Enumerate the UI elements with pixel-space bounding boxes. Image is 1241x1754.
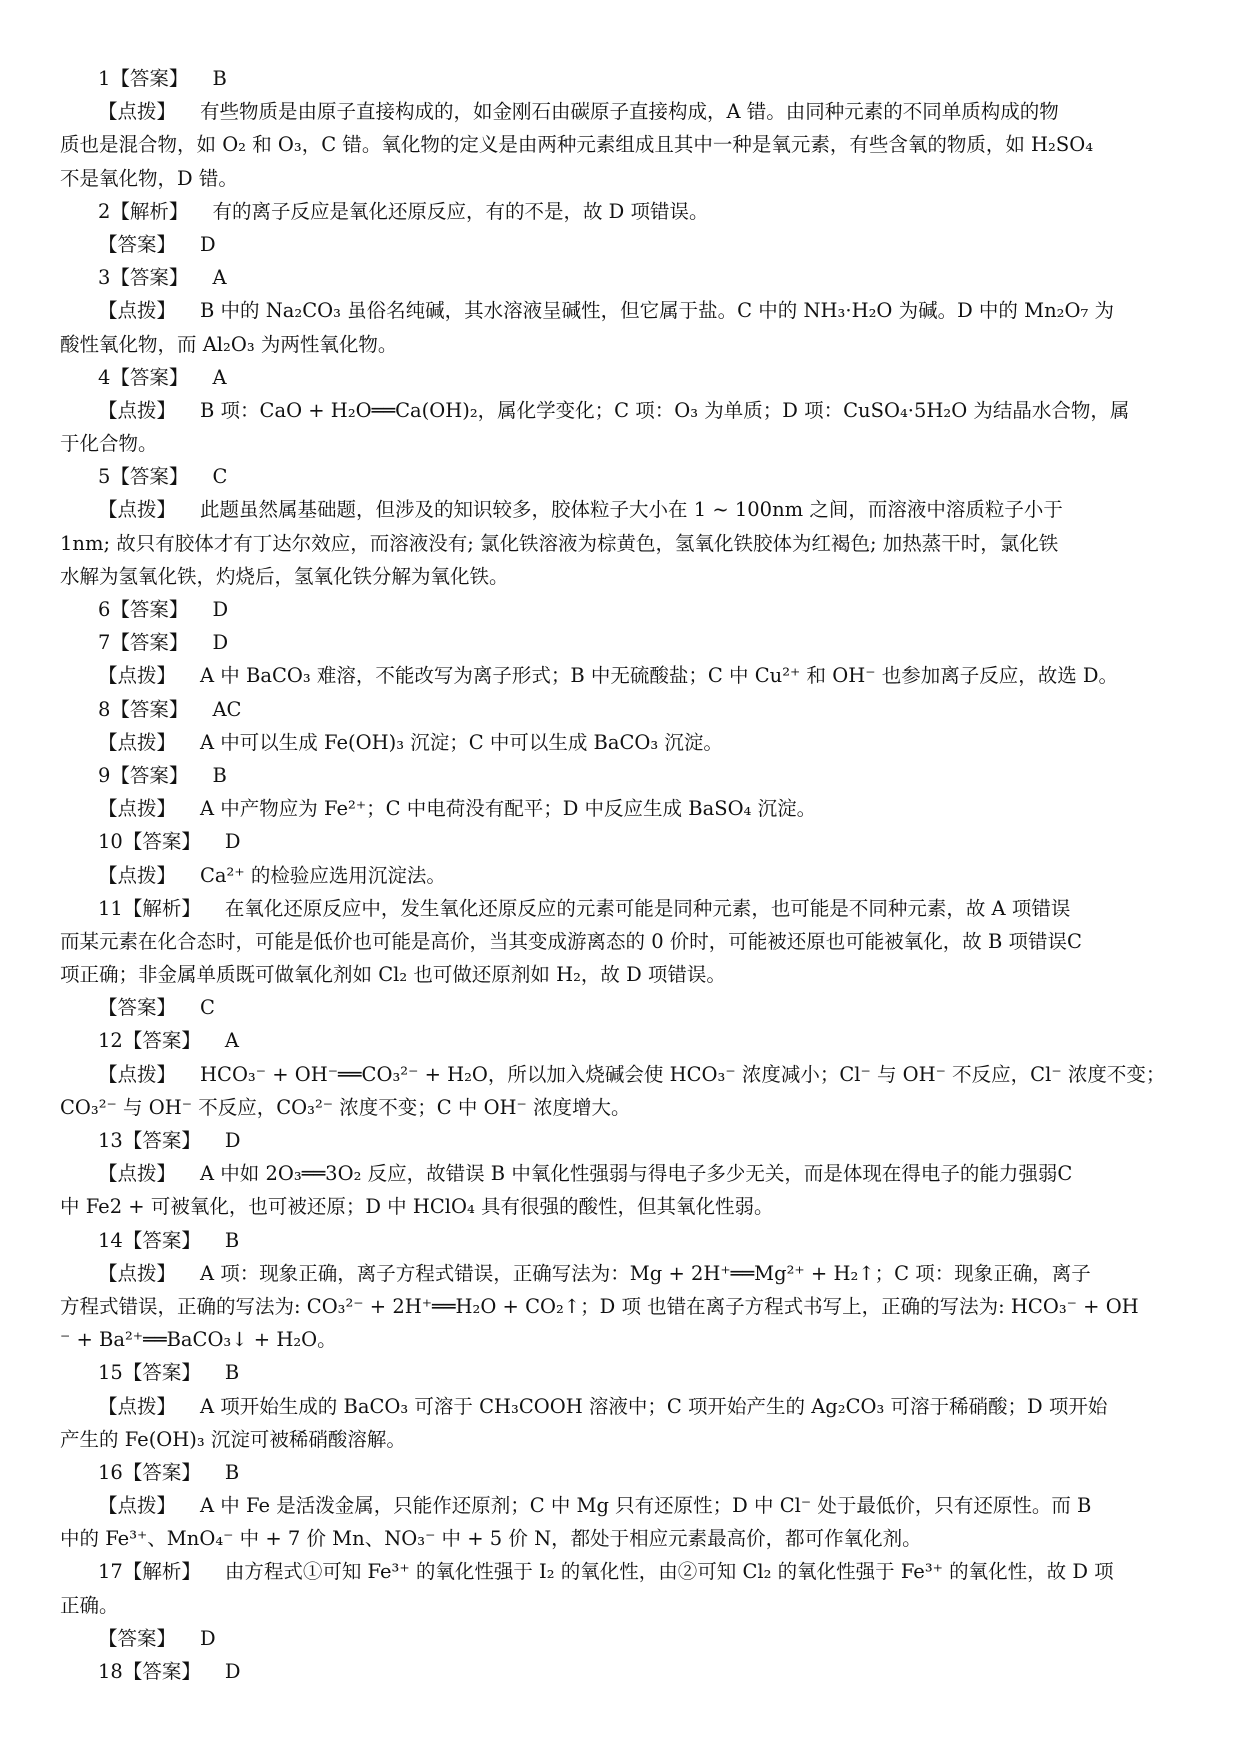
line-text: 此题虽然属基础题，但涉及的知识较多，胶体粒子大小在 1 ~ 100nm 之间，而溶液中溶质粒子小于 <box>200 498 1063 522</box>
text-line <box>60 1489 1186 1522</box>
line-text: ⁻ + Ba²⁺══BaCO₃↓ + H₂O。 <box>60 1328 337 1352</box>
line-text: D <box>224 1129 241 1152</box>
text-line <box>60 1058 1186 1091</box>
section-tag: 【解析】 <box>110 199 189 223</box>
line-text: D <box>200 232 216 256</box>
section-tag: 【点拨】 <box>98 797 177 821</box>
text-line <box>60 1157 1186 1190</box>
line-text: 中 Fe2 + 可被氧化，也可被还原；D 中 HClO₄ 具有很强的酸性，但其氧化性弱。 <box>60 1195 774 1219</box>
text-line <box>60 427 1186 460</box>
text-line <box>60 1456 1186 1489</box>
text-line <box>60 1622 1186 1655</box>
question-number: 12 <box>98 1029 123 1053</box>
text-line <box>60 560 1186 593</box>
line-text: 产生的 Fe(OH)₃ 沉淀可被稀硝酸溶解。 <box>60 1427 406 1451</box>
line-text: Ca²⁺ 的检验应选用沉淀法。 <box>200 863 446 887</box>
text-line <box>60 493 1186 526</box>
line-text: C <box>212 465 228 489</box>
text-line <box>60 991 1186 1024</box>
question-number: 16 <box>98 1460 123 1484</box>
text-line <box>60 1024 1186 1057</box>
line-text: D <box>212 598 229 621</box>
line-text: 方程式错误，正确的写法为: CO₃²⁻ + 2H⁺══H₂O + CO₂↑；D 项 也错在离子方程式书写上，正确的写法为: HCO₃⁻ + OH <box>60 1294 1139 1318</box>
line-text: B 项：CaO + H₂O══Ca(OH)₂，属化学变化；C 项：O₃ 为单质；D 项：CuSO₄·5H₂O 为结晶水合物，属 <box>200 398 1130 422</box>
line-text: A <box>224 1029 239 1053</box>
section-tag: 【答案】 <box>110 697 189 721</box>
line-text: A 项：现象正确，离子方程式错误，正确写法为：Mg + 2H⁺══Mg²⁺ + H₂↑；C 项：现象正确，离子 <box>200 1261 1091 1285</box>
text-line <box>60 195 1186 228</box>
line-text: D <box>212 631 229 655</box>
line-text: 水解为氢氧化铁，灼烧后，氢氧化铁分解为氧化铁。 <box>60 564 509 588</box>
question-number: 7 <box>98 631 111 655</box>
text-line <box>60 1190 1186 1223</box>
text-line <box>60 626 1186 659</box>
question-number: 6 <box>98 598 111 621</box>
section-tag: 【答案】 <box>122 1029 201 1053</box>
text-line <box>60 1356 1186 1389</box>
text-line <box>60 1091 1186 1124</box>
section-tag: 【点拨】 <box>98 730 177 754</box>
text-line <box>60 1390 1186 1423</box>
section-tag: 【点拨】 <box>98 498 177 522</box>
line-text: D <box>200 1626 216 1650</box>
section-tag: 【解析】 <box>122 896 201 920</box>
line-text: 酸性氧化物，而 Al₂O₃ 为两性氧化物。 <box>60 332 398 356</box>
text-line <box>60 759 1186 792</box>
text-line <box>60 693 1186 726</box>
line-text: 1nm; 故只有胶体才有丁达尔效应，而溶液没有; 氯化铁溶液为棕黄色，氢氧化铁胶体为红褐色; 加热蒸干时，氯化铁 <box>60 531 1059 555</box>
section-tag: 【点拨】 <box>98 1494 177 1518</box>
text-line <box>60 659 1186 692</box>
line-text: 质也是混合物，如 O₂ 和 O₃，C 错。氧化物的定义是由两种元素组成且其中一种是氧元素，有些含氧的物质，如 H₂SO₄ <box>60 133 1094 157</box>
line-text: D <box>224 830 241 854</box>
section-tag: 【答案】 <box>122 1460 201 1484</box>
line-text: B 中的 Na₂CO₃ 虽俗名纯碱，其水溶液呈碱性，但它属于盐。C 中的 NH₃·H₂O 为碱。D 中的 Mn₂O₇ 为 <box>200 299 1114 323</box>
text-line <box>60 1124 1186 1157</box>
section-tag: 【点拨】 <box>98 100 177 124</box>
text-line <box>60 1290 1186 1323</box>
question-number: 15 <box>98 1361 123 1385</box>
text-line <box>60 294 1186 327</box>
text-line <box>60 361 1186 394</box>
question-number: 17 <box>98 1560 123 1584</box>
text-line <box>60 527 1186 560</box>
question-number: 2 <box>98 199 111 223</box>
line-text: A 中如 2O₃══3O₂ 反应，故错误 B 中氧化性强弱与得电子多少无关，而是体现在得电子的能力强弱C <box>200 1162 1073 1186</box>
section-tag: 【点拨】 <box>98 664 177 688</box>
section-tag: 【答案】 <box>110 631 189 655</box>
text-line <box>60 95 1186 128</box>
line-text: B <box>224 1228 240 1252</box>
section-tag: 【答案】 <box>110 365 189 389</box>
line-text: A 中产物应为 Fe²⁺；C 中电荷没有配平；D 中反应生成 BaSO₄ 沉淀。 <box>200 797 817 821</box>
question-number: 8 <box>98 697 111 721</box>
line-text: HCO₃⁻ + OH⁻══CO₃²⁻ + H₂O，所以加入烧碱会使 HCO₃⁻ 浓度减小；Cl⁻ 与 OH⁻ 不反应，Cl⁻ 浓度不变； <box>200 1062 1166 1086</box>
text-line <box>60 162 1186 195</box>
question-number: 4 <box>98 365 111 389</box>
line-text: 正确。 <box>60 1593 119 1617</box>
question-number: 9 <box>98 763 111 787</box>
section-tag: 【点拨】 <box>98 1394 177 1418</box>
text-line <box>60 1555 1186 1588</box>
question-number: 5 <box>98 465 111 489</box>
question-number: 10 <box>98 830 123 854</box>
line-text: 于化合物。 <box>60 432 158 456</box>
section-tag: 【答案】 <box>98 996 177 1020</box>
line-text: A <box>212 365 227 389</box>
text-line <box>60 1522 1186 1555</box>
text-line <box>60 958 1186 991</box>
section-tag: 【答案】 <box>122 1361 201 1385</box>
line-text: A <box>212 266 227 290</box>
text-line <box>60 62 1186 95</box>
section-tag: 【答案】 <box>122 1660 201 1683</box>
section-tag: 【点拨】 <box>98 299 177 323</box>
line-text: 不是氧化物，D 错。 <box>60 166 238 190</box>
line-text: AC <box>212 697 242 721</box>
text-line <box>60 128 1186 161</box>
section-tag: 【答案】 <box>110 465 189 489</box>
question-number: 1 <box>98 67 111 90</box>
section-tag: 【解析】 <box>122 1560 201 1584</box>
text-line <box>60 825 1186 858</box>
question-number: 11 <box>98 896 123 920</box>
line-text: A 中 Fe 是活泼金属，只能作还原剂；C 中 Mg 只有还原性；D 中 Cl⁻ 处于最低价，只有还原性。而 B <box>200 1494 1092 1518</box>
section-tag: 【答案】 <box>98 1626 177 1650</box>
text-line <box>60 1257 1186 1290</box>
section-tag: 【答案】 <box>110 266 189 290</box>
line-text: B <box>224 1460 240 1484</box>
text-line <box>60 228 1186 261</box>
line-text: 由方程式①可知 Fe³⁺ 的氧化性强于 I₂ 的氧化性，由②可知 Cl₂ 的氧化性强于 Fe³⁺ 的氧化性，故 D 项 <box>224 1560 1114 1584</box>
line-text: D <box>224 1660 241 1683</box>
section-tag: 【点拨】 <box>98 398 177 422</box>
line-text: A 项开始生成的 BaCO₃ 可溶于 CH₃COOH 溶液中；C 项开始产生的 Ag₂CO₃ 可溶于稀硝酸；D 项开始 <box>200 1394 1108 1418</box>
section-tag: 【点拨】 <box>98 1162 177 1186</box>
line-text: A 中 BaCO₃ 难溶，不能改写为离子形式；B 中无硫酸盐；C 中 Cu²⁺ 和 OH⁻ 也参加离子反应，故选 D。 <box>200 664 1119 688</box>
line-text: 而某元素在化合态时，可能是低价也可能是高价，当其变成游离态的 0 价时，可能被还原也可能被氧化，故 B 项错误C <box>60 929 1082 953</box>
section-tag: 【答案】 <box>110 763 189 787</box>
section-tag: 【答案】 <box>122 830 201 854</box>
question-number: 14 <box>98 1228 123 1252</box>
line-text: C <box>200 996 215 1020</box>
section-tag: 【答案】 <box>122 1129 201 1152</box>
section-tag: 【答案】 <box>122 1228 201 1252</box>
line-text: 有的离子反应是氧化还原反应，有的不是，故 D 项错误。 <box>212 199 709 223</box>
text-line <box>60 1655 1186 1688</box>
text-line <box>60 925 1186 958</box>
text-line <box>60 261 1186 294</box>
line-text: 中的 Fe³⁺、MnO₄⁻ 中 + 7 价 Mn、NO₃⁻ 中 + 5 价 N，都处于相应元素最高价，都可作氧化剂。 <box>60 1527 922 1551</box>
section-tag: 【答案】 <box>110 67 189 90</box>
text-line <box>60 1224 1186 1257</box>
text-line <box>60 593 1186 626</box>
text-line <box>60 892 1186 925</box>
line-text: A 中可以生成 Fe(OH)₃ 沉淀；C 中可以生成 BaCO₃ 沉淀。 <box>200 730 723 754</box>
text-line <box>60 328 1186 361</box>
text-line <box>60 1589 1186 1622</box>
text-line <box>60 792 1186 825</box>
section-tag: 【点拨】 <box>98 1062 177 1086</box>
question-number: 18 <box>98 1660 123 1683</box>
line-text: B <box>212 763 227 787</box>
line-text: CO₃²⁻ 与 OH⁻ 不反应，CO₃²⁻ 浓度不变；C 中 OH⁻ 浓度增大。 <box>60 1095 631 1119</box>
text-line <box>60 460 1186 493</box>
question-number: 13 <box>98 1129 123 1152</box>
text-line <box>60 394 1186 427</box>
section-tag: 【点拨】 <box>98 863 177 887</box>
line-text: B <box>212 67 227 90</box>
section-tag: 【答案】 <box>110 598 189 621</box>
question-number: 3 <box>98 266 111 290</box>
line-text: 在氧化还原反应中，发生氧化还原反应的元素可能是同种元素，也可能是不同种元素，故 A 项错误 <box>224 896 1071 920</box>
text-line <box>60 859 1186 892</box>
line-text: 有些物质是由原子直接构成的，如金刚石由碳原子直接构成，A 错。由同种元素的不同单质构成的物 <box>200 100 1059 124</box>
text-line <box>60 1423 1186 1456</box>
section-tag: 【答案】 <box>98 232 177 256</box>
line-text: B <box>224 1361 240 1385</box>
section-tag: 【点拨】 <box>98 1261 177 1285</box>
text-line <box>60 726 1186 759</box>
text-line <box>60 1323 1186 1356</box>
line-text: 项正确；非金属单质既可做氧化剂如 Cl₂ 也可做还原剂如 H₂，故 D 项错误。 <box>60 963 726 987</box>
